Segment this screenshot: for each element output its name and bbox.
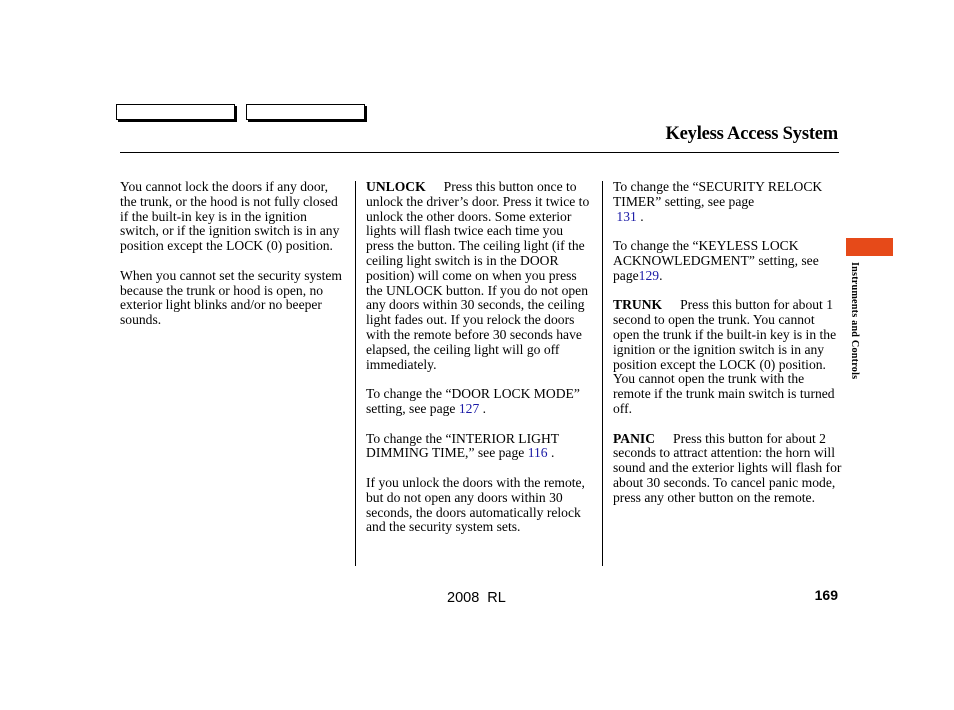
previous-page-button[interactable] — [116, 104, 235, 120]
page-link-129[interactable]: 129 — [638, 267, 660, 283]
unlock-term: UNLOCK — [366, 179, 426, 194]
trunk-description: Press this button for about 1 second to open the trunk. You cannot open the trunk if the built-in key is in the ignition or the ignition switch is in any position except the LOCK (0) position. You cannot open the trunk with the remote if the trunk main switch is turned off. — [613, 297, 837, 416]
door-lock-mode-text: To change the “DOOR LOCK MODE” setting, see page — [366, 386, 580, 416]
page-link-127[interactable]: 127 — [458, 400, 480, 416]
paragraph-trunk — [613, 298, 843, 416]
column-divider-1 — [355, 181, 356, 566]
paragraph-security-warning: When you cannot set the security system because the trunk or hood is open, no exterior light blinks and/or no beeper sounds. — [120, 267, 342, 328]
title-divider — [120, 152, 839, 153]
column-divider-2 — [602, 181, 603, 566]
paragraph-door-lock-mode: To change the “DOOR LOCK MODE” setting, see page 127 . — [366, 386, 580, 416]
paragraph-security-relock-timer: To change the “SECURITY RELOCK TIMER” setting, see page 131 . — [613, 179, 823, 224]
page-link-116[interactable]: 116 — [527, 445, 548, 461]
security-relock-text: To change the “SECURITY RELOCK TIMER” setting, see page — [613, 179, 823, 209]
section-label: Instruments and Controls — [849, 262, 860, 380]
footer-model: 2008 RL — [447, 590, 506, 606]
page-number: 169 — [814, 587, 838, 603]
trunk-term: TRUNK — [613, 297, 663, 313]
page-link-131[interactable]: 131 — [616, 208, 637, 224]
paragraph-panic — [613, 432, 843, 506]
text-column-2 — [366, 180, 593, 550]
panic-term: PANIC — [613, 430, 656, 446]
next-page-button[interactable] — [246, 104, 365, 120]
page-title: Keyless Access System — [665, 124, 838, 144]
text-column-1 — [120, 180, 345, 343]
paragraph-auto-relock: If you unlock the doors with the remote, but do not open any doors within 30 seconds, the doors automatically relock and the security system sets. — [366, 474, 585, 535]
paragraph-keyless-ack: To change the “KEYLESS LOCK ACKNOWLEDGMENT” setting, see page129. — [613, 238, 819, 283]
interior-light-text: To change the “INTERIOR LIGHT DIMMING TIME,” see page — [366, 430, 559, 461]
unlock-description: Press this button once to unlock the driver’s door. Press it twice to unlock the other doors. Some exterior lights will flash twice each time you press the button. The ceiling light (if the ceiling light switch is in the DOOR position) will come on when you press the UNLOCK button. If you do not open any doors within 30 seconds, the ceiling light fades out. If you relock the doors with the remote before 30 seconds have elapsed, the ceiling light will go off immediately. — [366, 179, 590, 372]
keyless-ack-text: To change the “KEYLESS LOCK ACKNOWLEDGMENT” setting, see page — [613, 238, 819, 283]
paragraph-interior-light: To change the “INTERIOR LIGHT DIMMING TIME,” see page 116 . — [366, 430, 559, 461]
section-tab-marker — [846, 238, 893, 256]
paragraph-unlock — [366, 180, 593, 372]
panic-description: Press this button for about 2 seconds to attract attention: the horn will sound and the exterior lights will flash for about 30 seconds. To cancel panic mode, press any other button on the remote. — [613, 430, 842, 505]
text-column-3 — [613, 180, 843, 520]
paragraph-lock-conditions: You cannot lock the doors if any door, the trunk, or the hood is not fully closed if the built-in key is in the ignition switch, or if the ignition switch is in any position except the LOCK (0) position. — [120, 179, 340, 254]
